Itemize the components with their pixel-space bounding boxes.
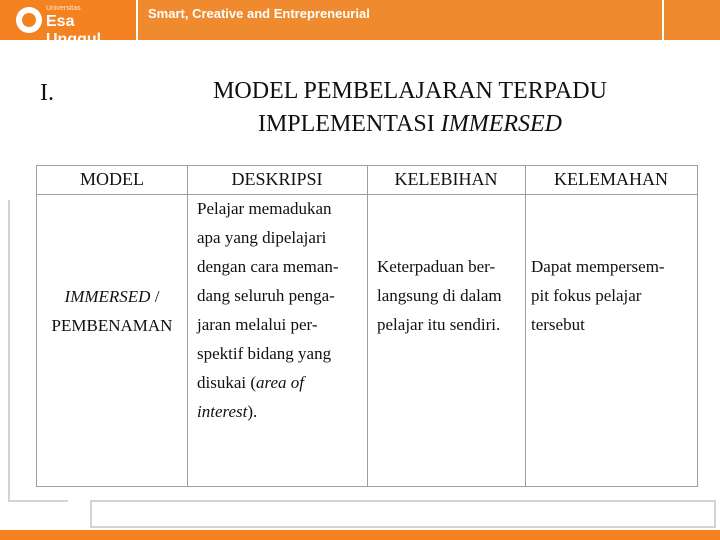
- cell-kelemahan: Dapat mempersem- pit fokus pelajar tersebut: [531, 257, 665, 334]
- decorative-line: [8, 200, 10, 500]
- logo-subtitle: Universitas: [46, 5, 81, 12]
- logo-name: Esa Unggul: [46, 13, 102, 48]
- slogan-box: [136, 0, 662, 40]
- header-banner: [0, 0, 720, 48]
- title-line-1: MODEL PEMBELAJARAN TERPADU: [213, 78, 607, 104]
- footer-bar: [0, 530, 720, 540]
- footer-frame: [90, 500, 716, 528]
- header-deskripsi: DESKRIPSI: [231, 169, 323, 189]
- decorative-line: [8, 500, 68, 502]
- banner-end-block: [662, 0, 720, 40]
- header-kelemahan: KELEMAHAN: [554, 169, 668, 189]
- model-table: [36, 165, 698, 487]
- header-model: MODEL: [80, 169, 144, 189]
- cell-kelebihan: Keterpaduan ber- langsung di dalam pelajar itu sendiri.: [377, 257, 502, 334]
- column-divider: [525, 166, 526, 486]
- title-line-2: IMPLEMENTASI IMMERSED: [257, 111, 563, 137]
- university-logo-icon: [16, 7, 42, 33]
- section-number: I.: [40, 80, 54, 106]
- header-kelebihan: KELEBIHAN: [394, 169, 498, 189]
- column-divider: [187, 166, 188, 486]
- logo: [4, 2, 130, 48]
- slogan: Smart, Creative and Entrepreneurial: [148, 6, 370, 21]
- cell-deskripsi: Pelajar memadukan apa yang dipelajari dengan cara meman- dang seluruh penga- jaran melalui per- spektif bidang yang disukai (area of interest).: [197, 199, 339, 421]
- cell-model: IMMERSED / PEMBENAMAN: [51, 287, 173, 335]
- slide-title: [140, 75, 680, 141]
- column-divider: [367, 166, 368, 486]
